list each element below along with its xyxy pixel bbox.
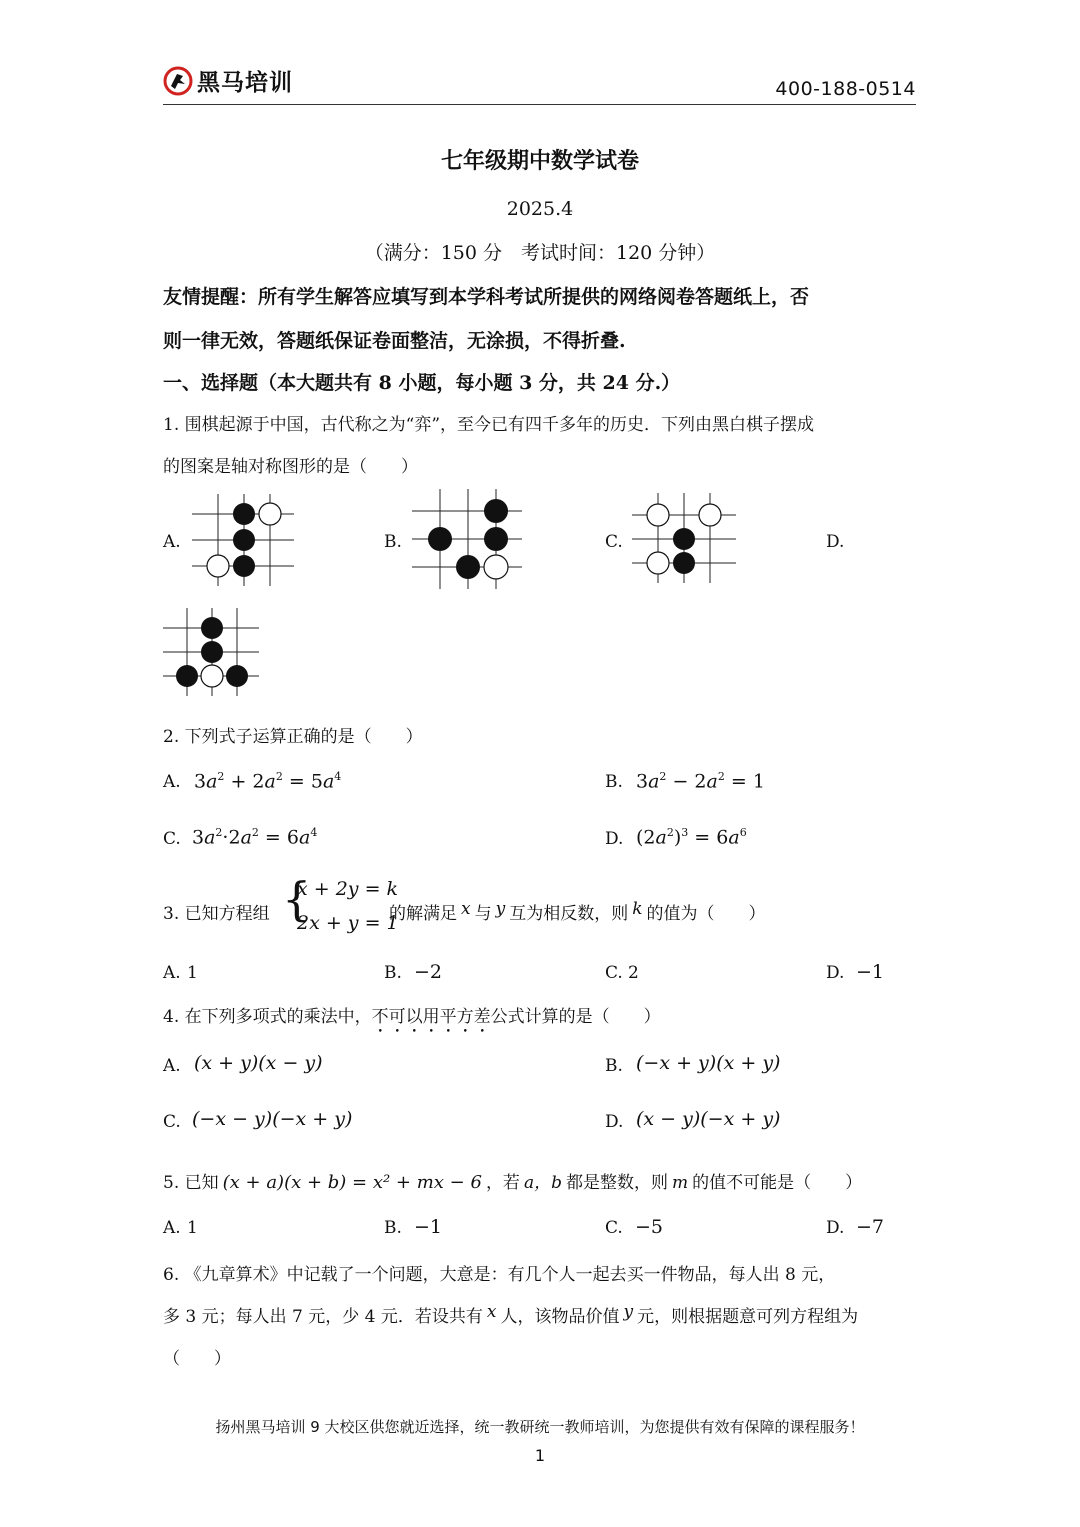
q4-option-a: (x + y)(x − y) [194, 1052, 323, 1074]
horse-logo-icon [163, 66, 193, 96]
q1-go-board-d [163, 608, 259, 696]
q3-label-b: B. [384, 963, 402, 983]
q2-option-a: $3a^2 + 2a^2 = 5a^4$ [194, 770, 342, 793]
q6-line2 [163, 1302, 858, 1327]
q4-label-a: A. [163, 1056, 181, 1076]
q6-var-x: x [486, 1302, 497, 1322]
q6-line3: （ ） [163, 1349, 231, 1369]
q5-label-a: A. [163, 1218, 181, 1238]
q5-equation: (x + a)(x + b) = x² + mx − 6 [222, 1172, 482, 1193]
q3-option-d: −1 [856, 961, 885, 983]
q5-option-d: −7 [856, 1216, 885, 1238]
q3-suffix-b: 与 [474, 904, 492, 924]
page-number: 1 [534, 1446, 546, 1465]
q4-option-d: (x − y)(−x + y) [636, 1108, 781, 1130]
q6-line2-b: 人，该物品价值 [500, 1307, 620, 1327]
logo-text: 黑马培训 [197, 70, 293, 96]
q2-stem: 2. 下列式子运算正确的是（ ） [163, 727, 423, 747]
reminder-line-1: 友情提醒：所有学生解答应填写到本学科考试所提供的网络阅卷答题纸上，否 [163, 286, 810, 308]
reminder-line-2: 则一律无效，答题纸保证卷面整洁，无涂损，不得折叠. [163, 330, 626, 352]
q4-stem-a: 4. 在下列多项式的乘法中， [163, 1007, 372, 1027]
q3-option-c: 2 [628, 963, 639, 983]
q2-label-c: C. [163, 829, 181, 849]
q3-brace: { [282, 872, 312, 926]
q3-var-y: y [495, 899, 506, 919]
q4-option-c: (−x − y)(−x + y) [192, 1108, 353, 1130]
exam-meta: （满分：150 分 考试时间：120 分钟） [364, 242, 716, 264]
q3-label-a: A. [163, 963, 181, 983]
q2-label-d: D. [605, 829, 624, 849]
q3-prefix: 3. 已知方程组 [163, 904, 270, 924]
q1-line2: 的图案是轴对称图形的是（ ） [163, 457, 418, 477]
q2-label-a: A. [163, 772, 181, 792]
exam-date: 2025.4 [506, 198, 574, 220]
q3-suffix-a: 的解满足 [389, 904, 457, 924]
q4-option-b: (−x + y)(x + y) [636, 1052, 781, 1074]
q3-label-c: C. [605, 963, 623, 983]
q3-option-b: −2 [414, 961, 443, 983]
footer-text: 扬州黑马培训 9 大校区供您就近选择，统一教研统一教师培训，为您提供有效有保障的课程服务！ [215, 1418, 865, 1436]
q5-option-a: 1 [187, 1218, 198, 1238]
section-heading: 一、选择题（本大题共有 8 小题，每小题 3 分，共 24 分.） [163, 372, 681, 394]
q2-label-b: B. [605, 772, 623, 792]
q3-option-a: 1 [187, 963, 198, 983]
q4-stem-b: 公式计算的是（ ） [490, 1007, 661, 1027]
q1-label-c: C. [605, 532, 623, 552]
q5-var-m: m [671, 1173, 689, 1193]
q6-line2-c: 元，则根据题意可列方程组为 [637, 1307, 859, 1327]
q5-option-b: −1 [414, 1216, 443, 1238]
q4-label-b: B. [605, 1056, 623, 1076]
q6-var-y: y [623, 1302, 634, 1322]
q3-suffix-c: 互为相反数，则 [509, 904, 629, 924]
q4-stem [163, 1002, 661, 1037]
q5-prefix: 5. 已知 [163, 1173, 219, 1193]
q1-go-board-c [632, 493, 736, 583]
q1-go-board-b [412, 489, 522, 589]
q3-var-k: k [632, 899, 643, 919]
q3-suffix-d: 的值为（ ） [646, 904, 766, 924]
q1-label-a: A. [163, 532, 181, 552]
q5-mid2: 都是整数，则 [565, 1173, 668, 1193]
q1-label-b: B. [384, 532, 402, 552]
q5-mid: ，若 [485, 1173, 520, 1193]
q3-eq1: x + 2y = k [297, 878, 399, 900]
q5-vars-ab: a，b [523, 1173, 562, 1193]
q2-option-c: $3a^2\cdot 2a^2 = 6a^4$ [192, 826, 318, 849]
q2-option-d: $(2a^2)^3 = 6a^6$ [636, 826, 747, 849]
q3-eq2: 2x + y = 1 [297, 912, 399, 934]
q1-go-board-a [192, 494, 294, 586]
exam-title: 七年级期中数学试卷 [440, 148, 639, 174]
q1-line1: 1. 围棋起源于中国，古代称之为“弈”，至今已有四千多年的历史．下列由黑白棋子摆成 [163, 415, 815, 435]
q1-label-d: D. [826, 532, 845, 552]
q5-option-c: −5 [635, 1216, 664, 1238]
q2-option-b: $3a^2 - 2a^2 = 1$ [636, 770, 765, 793]
q5-stem [163, 1168, 862, 1193]
q6-line1: 6. 《九章算术》中记载了一个问题，大意是：有几个人一起去买一件物品，每人出 8 元， [163, 1265, 836, 1285]
q5-suffix: 的值不可能是（ ） [692, 1173, 863, 1193]
q5-label-d: D. [826, 1218, 845, 1238]
q4-label-c: C. [163, 1112, 181, 1132]
q6-line2-a: 多 3 元；每人出 7 元，少 4 元．若设共有 [163, 1307, 483, 1327]
q4-label-d: D. [605, 1112, 624, 1132]
q3-var-x: x [461, 899, 471, 919]
q3-label-d: D. [826, 963, 845, 983]
q3-suffix [389, 899, 766, 924]
q4-stem-emphasis: 不可以用平方差 [371, 1007, 491, 1027]
q5-label-b: B. [384, 1218, 402, 1238]
phone-number: 400-188-0514 [775, 78, 916, 100]
header-divider [163, 104, 916, 105]
q5-label-c: C. [605, 1218, 623, 1238]
logo [163, 64, 293, 97]
